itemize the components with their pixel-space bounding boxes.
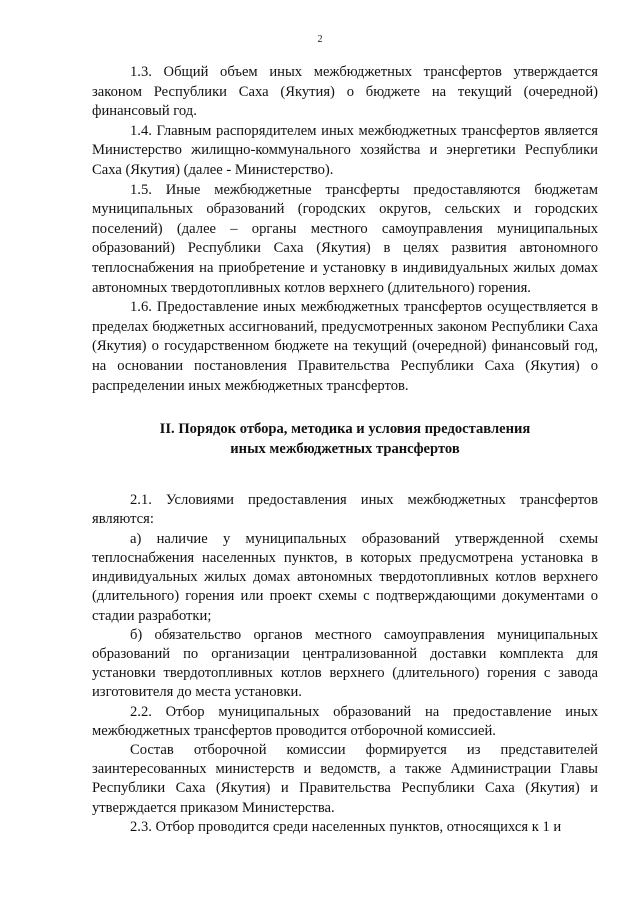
section-heading — [92, 420, 598, 459]
paragraph-2-2: 2.2. Отбор муниципальных образований на предоставление иных межбюджетных трансфертов проводится отборочной комиссией. — [92, 703, 598, 739]
paragraph-1-3: 1.3. Общий объем иных межбюджетных трансфертов утверждается законом Республики Саха (Якутия) о бюджете на текущий (очередной) финансовый год. — [92, 64, 598, 120]
paragraph-2-1-b: б) обязательство органов местного самоуправления муниципальных образований по организации централизованной доставки комплекта для установки твердотопливных котлов верхнего (длительного) горения с завода изготовителя до места установки. — [92, 626, 598, 701]
paragraph-2-1-a: а) наличие у муниципальных образований утвержденной схемы теплоснабжения населенных пунктов, в которых предусмотрена установка в индивидуальных жилых домах автономных твердотопливных котлов верхнего (длительного) горения или проект схемы с подтверждающими документами о стадии разработки; — [92, 530, 598, 624]
paragraph-1-4: 1.4. Главным распорядителем иных межбюджетных трансфертов является Министерство жилищно-коммунального хозяйства и энергетики Республики Саха (Якутия) (далее - Министерство). — [92, 122, 598, 178]
section-heading-line-1: II. Порядок отбора, методика и условия предоставления — [159, 421, 531, 438]
paragraph-1-5: 1.5. Иные межбюджетные трансферты предоставляются бюджетам муниципальных образований (городских округов, сельских и городских поселений) (далее – органы местного самоуправления муниципальных образований) Республики Саха (Якутия) в целях развития автономного теплоснабжения на приобретение и установку в индивидуальных жилых домах автономных твердотопливных котлов верхнего (длительного) горения. — [92, 181, 598, 296]
paragraph-commission: Состав отборочной комиссии формируется из представителей заинтересованных министерств и ведомств, а также Администрации Главы Республики Саха (Якутия) и Правительства Республики Саха (Якутия) и утверждается приказом Министерства. — [92, 741, 598, 816]
document-body — [92, 63, 598, 837]
paragraph-1-6: 1.6. Предоставление иных межбюджетных трансфертов осуществляется в пределах бюджетных ассигнований, предусмотренных законом Республики Саха (Якутия) о государственном бюджете на текущий (очередной) финансовый год, на основании постановления Правительства Республики Саха (Якутия) о распределении иных межбюджетных трансфертов. — [92, 299, 598, 394]
paragraph-2-3: 2.3. Отбор проводится среди населенных пунктов, относящихся к 1 и — [130, 818, 562, 835]
paragraph-2-1: 2.1. Условиями предоставления иных межбюджетных трансфертов являются: — [92, 492, 598, 528]
section-heading-line-2: иных межбюджетных трансфертов — [230, 440, 460, 457]
page-number: 2 — [317, 34, 323, 45]
